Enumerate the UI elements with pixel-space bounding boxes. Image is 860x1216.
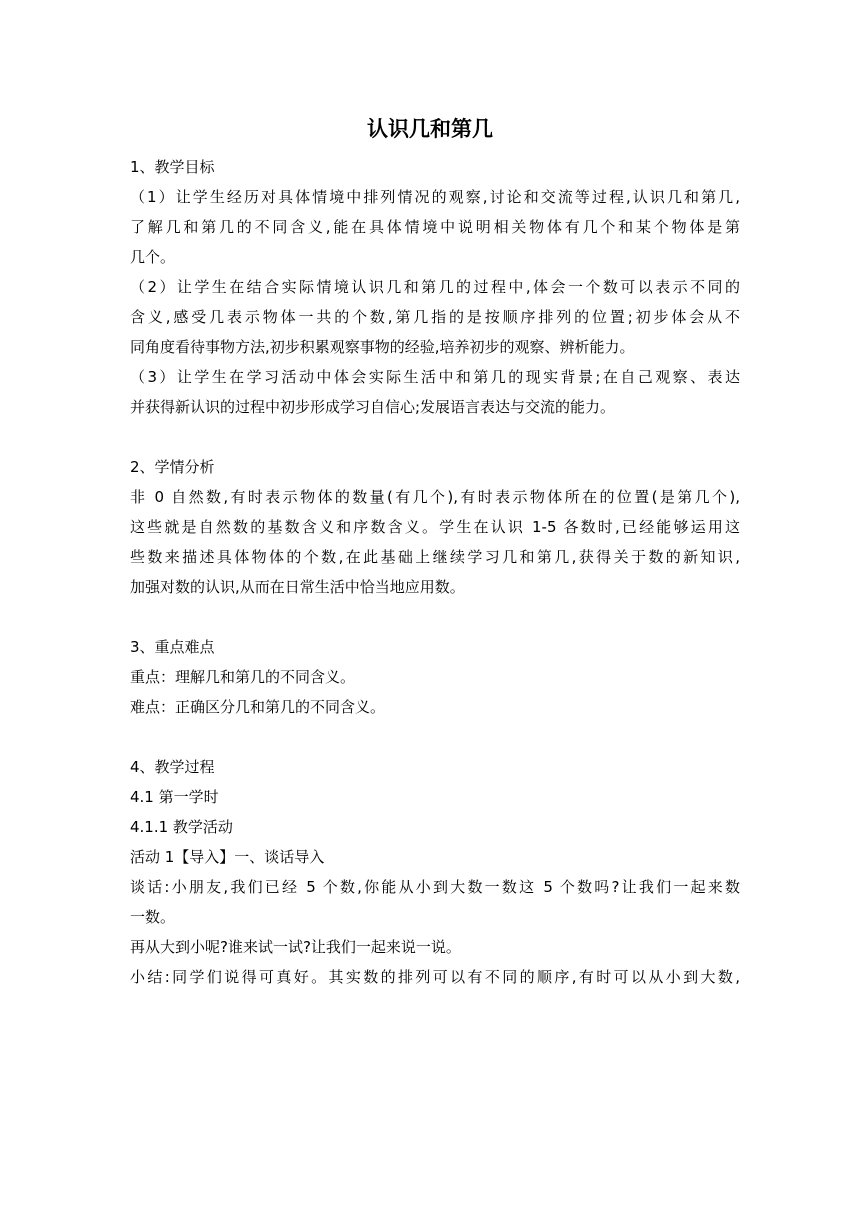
blank-line (130, 602, 740, 632)
section-heading-process: 4、教学过程 (130, 758, 215, 776)
document-body (130, 152, 740, 992)
paragraph-line: 非 0 自然数,有时表示物体的数量(有几个),有时表示物体所在的位置(是第几个), (130, 488, 740, 506)
paragraph-line: 一数。 (130, 908, 176, 926)
paragraph-line: 再从大到小呢?谁来试一试?让我们一起来说一说。 (130, 938, 461, 956)
blank-line (130, 422, 740, 452)
paragraph-line: （1）让学生经历对具体情境中排列情况的观察,讨论和交流等过程,认识几和第几, (130, 188, 740, 206)
blank-line (130, 722, 740, 752)
document-title: 认识几和第几 (367, 117, 493, 141)
section-heading-analysis: 2、学情分析 (130, 458, 215, 476)
paragraph-line: 小结:同学们说得可真好。其实数的排列可以有不同的顺序,有时可以从小到大数, (130, 968, 740, 986)
paragraph-line: （3）让学生在学习活动中体会实际生活中和第几的现实背景;在自己观察、表达 (130, 368, 740, 386)
difficulty-point: 难点：正确区分几和第几的不同含义。 (130, 698, 386, 716)
paragraph-line: 含义,感受几表示物体一共的个数,第几指的是按顺序排列的位置;初步体会从不 (130, 308, 740, 326)
paragraph-line: 并获得新认识的过程中初步形成学习自信心;发展语言表达与交流的能力。 (130, 398, 616, 416)
key-point: 重点：理解几和第几的不同含义。 (130, 668, 356, 686)
paragraph-line: 加强对数的认识,从而在日常生活中恰当地应用数。 (130, 578, 465, 596)
paragraph-line: 同角度看待事物方法,初步积累观察事物的经验,培养初步的观察、辨析能力。 (130, 338, 635, 356)
paragraph-line: 谈话:小朋友,我们已经 5 个数,你能从小到大数一数这 5 个数吗?让我们一起来数 (130, 878, 740, 896)
paragraph-line: （2）让学生在结合实际情境认识几和第几的过程中,体会一个数可以表示不同的 (130, 278, 740, 296)
paragraph-line: 这些就是自然数的基数含义和序数含义。学生在认识 1-5 各数时,已经能够运用这 (130, 518, 740, 536)
section-heading-objectives: 1、教学目标 (130, 158, 215, 176)
paragraph-line: 几个。 (130, 248, 176, 266)
paragraph-line: 了解几和第几的不同含义,能在具体情境中说明相关物体有几个和某个物体是第 (130, 218, 740, 236)
activity-heading: 活动 1【导入】一、谈话导入 (130, 848, 325, 866)
section-heading-key-points: 3、重点难点 (130, 638, 215, 656)
paragraph-line: 些数来描述具体物体的个数,在此基础上继续学习几和第几,获得关于数的新知识, (130, 548, 740, 566)
subsection-heading: 4.1.1 教学活动 (130, 818, 233, 836)
subsection-heading: 4.1 第一学时 (130, 788, 219, 806)
